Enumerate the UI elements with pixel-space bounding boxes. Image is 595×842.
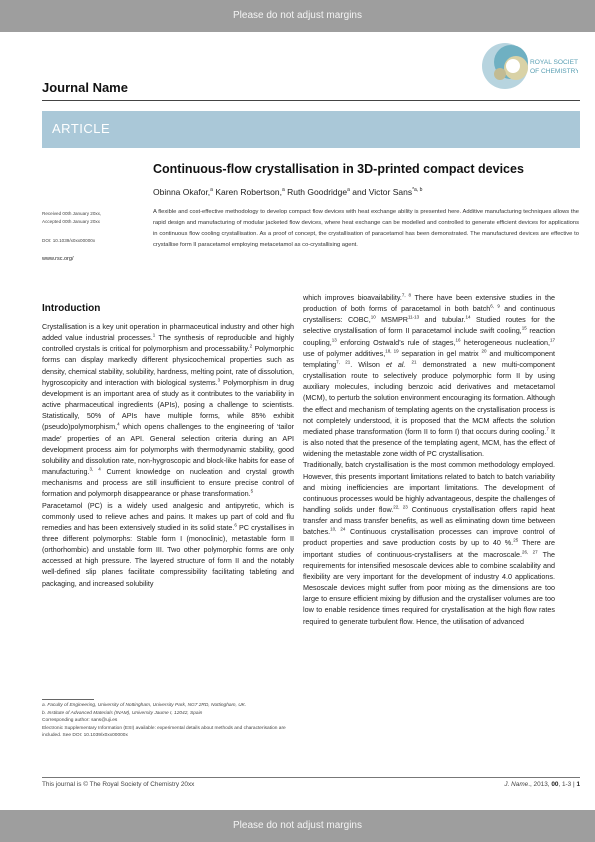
author-name: Karen Robertson, [212,187,282,197]
received-date: Received 00th January 20xx, [42,211,102,216]
citation-superscript: 17 [549,337,555,343]
citation-superscript: 6, 9 [490,303,500,309]
footnote-esi: Electronic Supplementary Information (ESI) available: experimental details about methods and characterisation are included. See DOI: 10.1039/x0xx00000x [42,726,286,739]
citation-superscript: 26, 27 [521,549,538,555]
paragraph [42,500,294,589]
footnotes [42,699,294,740]
footnote-rule [42,699,94,700]
footer-volume: 00 [551,781,559,788]
text-run: reaction coupling, [303,326,555,347]
text-run: use of polymer additives, [303,348,386,358]
text-run: and continuous crystallisers: COBC, [303,304,555,325]
text-run: and multicomponent templating [303,348,555,369]
text-run: There have been extensive studies in the production of both forms of paracetamol in both batch [303,293,555,314]
text-run: Polymorphism in drug development is an important area of study as it contributes to the variability in active pharmaceutical ingredients (APIs), posing a challenge to scientists. Statistically, 50% of APIs have multiple forms, while 85% exhibit (pseudo)polymorphism, [42,377,294,432]
text-run: Studied routes for the selective crystallisation of form II paracetamol include swift cooling, [303,315,556,336]
text-run: enforcing Ostwald’s rule of stages, [336,337,456,347]
text-run: heterogeneous nucleation, [460,337,550,347]
footnote-corresponding-author: Corresponding author: sans@uji.es [42,718,118,724]
citation-superscript: 16 [455,337,461,343]
citation-superscript: 1 [152,332,156,338]
footer-rule [42,777,580,778]
author-affiliation: a [281,187,285,194]
text-run: Current knowledge on nucleation and crystal growth mechanisms and process are still insufficient to ensure precise control of formation and polymorph disappearance or phase transformation. [42,467,294,499]
text-run: The requirements for intensified mesoscale devices able to combine scalability and flexibility are very important for the development of industry 4.0 applications. Mesoscale devices might suffer from poor mixing as the dimensions are too large to ensure efficient mixing by diffusion and the crystalliser volumes are too low to enable residence times required for crystallisation at the high flow rates required to generate turbulent flow. Hence, the utilisation of advanced [303,549,555,626]
logo-line2: OF CHEMISTRY [530,68,578,75]
abstract: A flexible and cost-effective methodology to develop compact flow devices with heat exchange ability is presented here. Additive manufacturing techniques allows the rapid design and manufacturing of modular jacketed flow devices, where heat exchange can be modelled and controlled to generate efficient devices for applications in continuous flow cooling crystallisation. As a proof of concept, the crystallisation of paracetamol has been demonstrated. The manufactured devices are effective to crystallise form II paracetamol employing metacetamol as co-crystallising agent. [153,209,579,249]
author-affiliation: a [347,187,350,194]
citation-superscript: 7 [546,426,549,432]
footer-copyright: This journal is © The Royal Society of Chemistry 20xx [42,781,195,788]
text-run: Continuous crystallisation processes can improve control of product properties and save production costs by up to 40 %. [303,527,555,548]
citation-superscript: 20 [481,348,487,354]
citation-superscript: 10, 24 [330,526,346,532]
text-run: separation in gel matrix [398,348,482,358]
author-name: Ruth Goodridge [284,187,348,197]
text-run: which improves bioavailability. [303,293,402,302]
journal-url-link[interactable]: www.rsc.org/ [42,256,74,262]
article-type-label: ARTICLE [52,121,111,136]
citation-superscript: 3 [217,377,221,383]
logo-line1: ROYAL SOCIETY [530,59,578,66]
text-run: Crystallisation is a key unit operation in pharmaceutical industry and other high added value industrial processes. [42,322,294,343]
author-name: Obinna Okafor, [153,187,211,197]
citation-superscript: 6 [234,522,237,528]
text-run: . Wilson [350,359,386,369]
text-run: which opens challenges to the engineering of ‘tailor made’ properties of an API. General selection criteria during an API development process aim for polymorphs with thermodynamic stability, good solubility and dissolution rate, non-hygroscopic and block-like habits for ease of manufacturing. [42,422,294,477]
footer-pages: , 1-3 | [558,781,577,788]
journal-name: Journal Name [42,80,128,95]
bottom-margin-banner: Please do not adjust margins [0,810,595,842]
citation-superscript: 7, 8 [401,292,411,298]
footer-journal: J. Name [504,781,529,788]
citation-superscript: 4 [117,422,120,428]
text-run: Continuous crystallisation offers rapid heat transfer and mass transfer benefits, as well as eliminating down time between batches. [303,504,555,537]
body-column-right [303,292,555,627]
text-run: There are important studies of continuous-crystallisers at the macroscale. [303,538,555,559]
text-run: The synthesis of reproducible and highly controlled crystals is critical for polymorphism and processability. [42,333,294,354]
text-run: PC crystallises in three different polymorphs: Stable form I (monoclinic), metastable form II (orthorhombic) and unstable form III. Two other polymorphic forms are only accessed at high pressure. The layered structure of form II and the notably well-defined slip planes facilitate compressibility facilitating tableting and packaging, and increased solubility [42,522,295,588]
article-type-bar [42,111,580,148]
rsc-logo [478,38,578,94]
footer-citation [504,781,580,788]
citation-superscript: 25 [513,538,519,544]
text-run: Paracetamol (PC) is a widely used analgesic and antipyretic, which is commonly used to relieve aches and pains. It makes up part of cold and flu remedies and has been extensively studied in its solid state. [42,500,294,532]
footnote-affiliation-b: b. Institute of Advanced Materials (INAM), University Jaume I, 12042, Spain [42,710,203,716]
footnote-affiliation-a: a. Faculty of Engineering, University of Nottingham, University Park, NG7 2RD, Nottingham, UK. [42,703,247,708]
citation-superscript: 11-13 [407,314,420,320]
doi: DOI: 10.1039/x0xx00000x [42,238,96,243]
text-run: MSMPR [375,315,408,325]
paragraph [303,292,555,459]
citation-superscript: 18, 19 [385,348,399,354]
text-run: It is also noted that the presence of the templating agent, MCM, has the effect of widening the metastable zone width of PC crystallisation. [303,426,555,459]
author-affiliation: *a, b [412,187,423,194]
citation-superscript: 15 [521,326,527,332]
accepted-date: Accepted 00th January 20xx [42,219,100,224]
citation-superscript: 13 [331,337,337,343]
body-column-left [42,321,294,589]
top-margin-banner: Please do not adjust margins [0,0,595,32]
italic-text: et al. [385,359,406,369]
text-run: Traditionally, batch crystallisation is the most common methodology employed. However, this presents important limitations related to batch to batch variability and mixing inefficiencies are important limitations. The development of continuous processes would be highly advantageous, despite the challenges of handling solids under flow. [303,460,555,514]
citation-superscript: 14 [465,314,471,320]
text-run: demonstrated a new multi-component crystallisation route to selectively produce polymorphic form II by using auxiliary molecules, including benzoic acid derivatives and metacetamol (MCM), to perturb the solution environment encouraging its formation. Although the effect and mechanism of templating agents on the crystallisation process is not completely understood, it is proposed that the MCM affects the solution mediated phase transformation (form II to form I) that occurs during cooling. [303,359,555,436]
text-run: Polymorphic forms can display markedly different physicochemical properties such as density, chemical stability, solubility, hardness, melting point, rate of dissolution, hygroscopicity and interaction with biological systems. [42,344,294,387]
article-title: Continuous-flow crystallisation in 3D-printed compact devices [153,162,524,176]
header-rule [42,100,580,101]
citation-superscript: 21 [411,359,417,365]
footer-year: ., 2013, [528,781,552,788]
author-list [153,187,422,197]
paragraph [42,321,294,500]
page-number: 1 [576,781,580,788]
author-name: and Victor Sans [349,187,413,197]
citation-superscript: 5 [250,488,254,494]
paragraph [303,459,555,626]
citation-superscript: 22, 23 [393,504,408,510]
citation-superscript: 10 [370,314,376,320]
author-affiliation: a [210,187,213,194]
citation-superscript: 3, 4 [89,466,101,472]
citation-superscript: 2 [249,343,253,349]
section-heading-introduction: Introduction [42,303,101,314]
citation-superscript: 7, 21 [336,359,351,365]
text-run: and tubular. [419,315,466,325]
